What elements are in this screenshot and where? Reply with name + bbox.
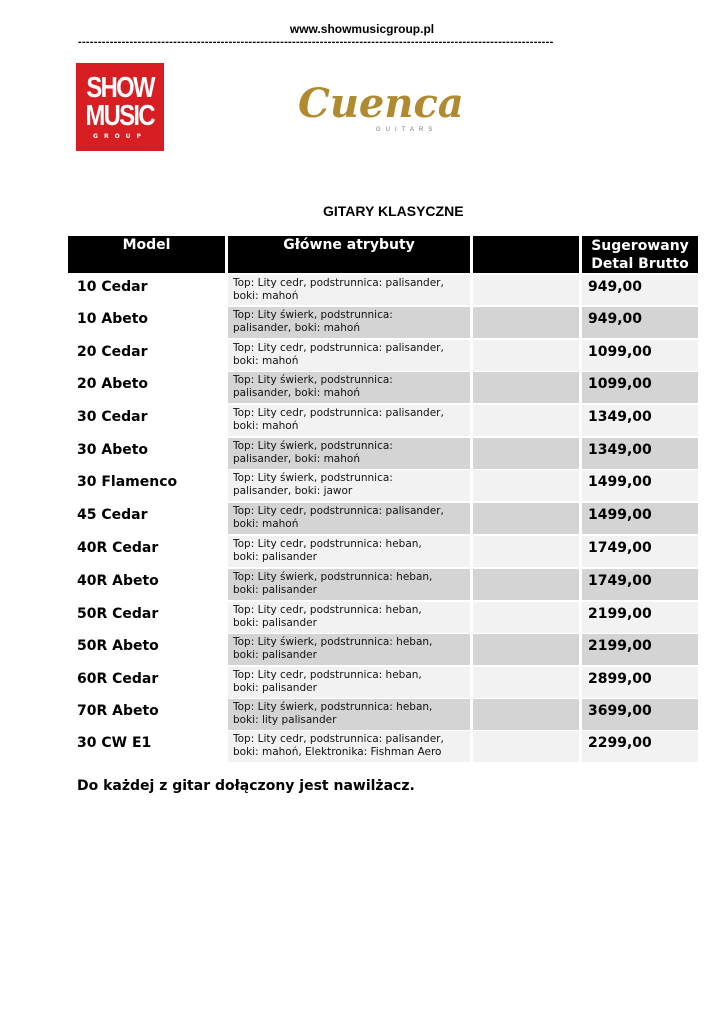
price-cell: 2299,00 bbox=[582, 731, 698, 762]
attributes-cell bbox=[228, 667, 470, 698]
header-model: Model bbox=[68, 236, 225, 273]
table-row bbox=[68, 275, 698, 305]
table-row bbox=[68, 731, 698, 762]
model-cell: 10 Cedar bbox=[77, 279, 148, 295]
attributes-line-1: Top: Lity cedr, podstrunnica: palisander, bbox=[233, 505, 444, 517]
model-cell: 60R Cedar bbox=[77, 671, 159, 687]
attributes-line-2: boki: lity palisander bbox=[233, 714, 337, 726]
attributes-line-2: palisander, boki: mahoń bbox=[233, 322, 360, 334]
blank-cell bbox=[473, 340, 579, 371]
attributes-line-1: Top: Lity świerk, podstrunnica: bbox=[233, 309, 393, 321]
blank-cell bbox=[473, 307, 579, 338]
attributes-cell bbox=[228, 275, 470, 305]
header-price: Sugerowany Detal Brutto bbox=[582, 236, 698, 273]
table-row bbox=[68, 536, 698, 567]
blank-cell bbox=[473, 536, 579, 567]
attributes-line-1: Top: Lity świerk, podstrunnica: heban, bbox=[233, 636, 433, 648]
table-row bbox=[68, 470, 698, 501]
model-cell: 70R Abeto bbox=[77, 703, 159, 719]
attributes-line-1: Top: Lity świerk, podstrunnica: bbox=[233, 374, 393, 386]
price-cell: 1099,00 bbox=[582, 372, 698, 403]
attributes-line-2: boki: mahoń bbox=[233, 355, 299, 367]
attributes-line-2: boki: mahoń bbox=[233, 518, 299, 530]
attributes-cell bbox=[228, 602, 470, 633]
model-cell: 20 Abeto bbox=[77, 376, 149, 392]
attributes-cell bbox=[228, 731, 470, 762]
model-cell: 45 Cedar bbox=[77, 507, 148, 523]
attributes-line-1: Top: Lity cedr, podstrunnica: palisander, bbox=[233, 342, 444, 354]
attributes-cell bbox=[228, 470, 470, 501]
price-cell: 3699,00 bbox=[582, 699, 698, 730]
model-cell: 30 Abeto bbox=[77, 442, 149, 458]
attributes-cell bbox=[228, 699, 470, 730]
attributes-line-2: palisander, boki: mahoń bbox=[233, 387, 360, 399]
attributes-cell bbox=[228, 536, 470, 567]
blank-cell bbox=[473, 438, 579, 469]
cuenca-guitars-logo: Cuenca GUITARS bbox=[298, 80, 464, 133]
table-row bbox=[68, 372, 698, 403]
attributes-cell bbox=[228, 307, 470, 338]
price-cell: 1499,00 bbox=[582, 470, 698, 501]
blank-cell bbox=[473, 372, 579, 403]
price-cell: 2199,00 bbox=[582, 602, 698, 633]
attributes-line-2: boki: palisander bbox=[233, 584, 317, 596]
table-row bbox=[68, 340, 698, 371]
blank-cell bbox=[473, 405, 579, 436]
attributes-cell bbox=[228, 503, 470, 534]
attributes-line-1: Top: Lity cedr, podstrunnica: palisander, bbox=[233, 407, 444, 419]
blank-cell bbox=[473, 503, 579, 534]
attributes-cell bbox=[228, 405, 470, 436]
blank-cell bbox=[473, 569, 579, 600]
table-row bbox=[68, 699, 698, 730]
attributes-line-1: Top: Lity cedr, podstrunnica: heban, bbox=[233, 604, 422, 616]
attributes-line-2: boki: palisander bbox=[233, 551, 317, 563]
header-attributes: Główne atrybuty bbox=[228, 236, 470, 273]
model-cell: 50R Abeto bbox=[77, 638, 159, 654]
table-row bbox=[68, 569, 698, 600]
website-url: www.showmusicgroup.pl bbox=[289, 22, 435, 36]
model-cell: 30 Cedar bbox=[77, 409, 148, 425]
blank-cell bbox=[473, 602, 579, 633]
price-cell: 1749,00 bbox=[582, 536, 698, 567]
page-title: GITARY KLASYCZNE bbox=[323, 203, 464, 219]
attributes-cell bbox=[228, 372, 470, 403]
price-cell: 1349,00 bbox=[582, 405, 698, 436]
blank-cell bbox=[473, 634, 579, 665]
table-row bbox=[68, 438, 698, 469]
model-cell: 30 CW E1 bbox=[77, 735, 152, 751]
table-row bbox=[68, 634, 698, 665]
blank-cell bbox=[473, 699, 579, 730]
table-row bbox=[68, 667, 698, 698]
attributes-line-2: boki: palisander bbox=[233, 617, 317, 629]
model-cell: 40R Cedar bbox=[77, 540, 159, 556]
attributes-cell bbox=[228, 634, 470, 665]
price-cell: 949,00 bbox=[582, 307, 698, 338]
attributes-line-1: Top: Lity świerk, podstrunnica: heban, bbox=[233, 571, 433, 583]
header-blank bbox=[473, 236, 579, 273]
price-cell: 2199,00 bbox=[582, 634, 698, 665]
attributes-line-2: boki: palisander bbox=[233, 649, 317, 661]
price-cell: 949,00 bbox=[582, 275, 698, 305]
attributes-line-1: Top: Lity świerk, podstrunnica: heban, bbox=[233, 701, 433, 713]
attributes-line-2: boki: mahoń bbox=[233, 420, 299, 432]
attributes-line-2: boki: palisander bbox=[233, 682, 317, 694]
attributes-line-1: Top: Lity cedr, podstrunnica: palisander, bbox=[233, 733, 444, 745]
model-cell: 10 Abeto bbox=[77, 311, 149, 327]
blank-cell bbox=[473, 275, 579, 305]
table-row bbox=[68, 405, 698, 436]
attributes-line-2: boki: mahoń, Elektronika: Fishman Aero bbox=[233, 746, 442, 758]
price-cell: 1349,00 bbox=[582, 438, 698, 469]
table-row bbox=[68, 602, 698, 633]
blank-cell bbox=[473, 731, 579, 762]
attributes-cell bbox=[228, 438, 470, 469]
blank-cell bbox=[473, 470, 579, 501]
attributes-line-1: Top: Lity cedr, podstrunnica: heban, bbox=[233, 669, 422, 681]
price-cell: 1499,00 bbox=[582, 503, 698, 534]
price-cell: 1099,00 bbox=[582, 340, 698, 371]
table-row bbox=[68, 307, 698, 338]
attributes-cell bbox=[228, 340, 470, 371]
price-cell: 1749,00 bbox=[582, 569, 698, 600]
attributes-cell bbox=[228, 569, 470, 600]
model-cell: 50R Cedar bbox=[77, 606, 159, 622]
attributes-line-1: Top: Lity świerk, podstrunnica: bbox=[233, 472, 393, 484]
blank-cell bbox=[473, 667, 579, 698]
attributes-line-1: Top: Lity cedr, podstrunnica: palisander, bbox=[233, 277, 444, 289]
humidifier-note: Do każdej z gitar dołączony jest nawilżacz. bbox=[77, 778, 415, 794]
price-cell: 2899,00 bbox=[582, 667, 698, 698]
attributes-line-2: palisander, boki: mahoń bbox=[233, 453, 360, 465]
model-cell: 40R Abeto bbox=[77, 573, 159, 589]
header-separator: ------------------------------------------------------------------------------------------------------------------------ bbox=[78, 36, 554, 48]
attributes-line-1: Top: Lity cedr, podstrunnica: heban, bbox=[233, 538, 422, 550]
attributes-line-2: boki: mahoń bbox=[233, 290, 299, 302]
model-cell: 20 Cedar bbox=[77, 344, 148, 360]
attributes-line-2: palisander, boki: jawor bbox=[233, 485, 353, 497]
model-cell: 30 Flamenco bbox=[77, 474, 178, 490]
table-row bbox=[68, 503, 698, 534]
show-music-group-logo: SHOW MUSIC GROUP bbox=[76, 63, 164, 151]
attributes-line-1: Top: Lity świerk, podstrunnica: bbox=[233, 440, 393, 452]
